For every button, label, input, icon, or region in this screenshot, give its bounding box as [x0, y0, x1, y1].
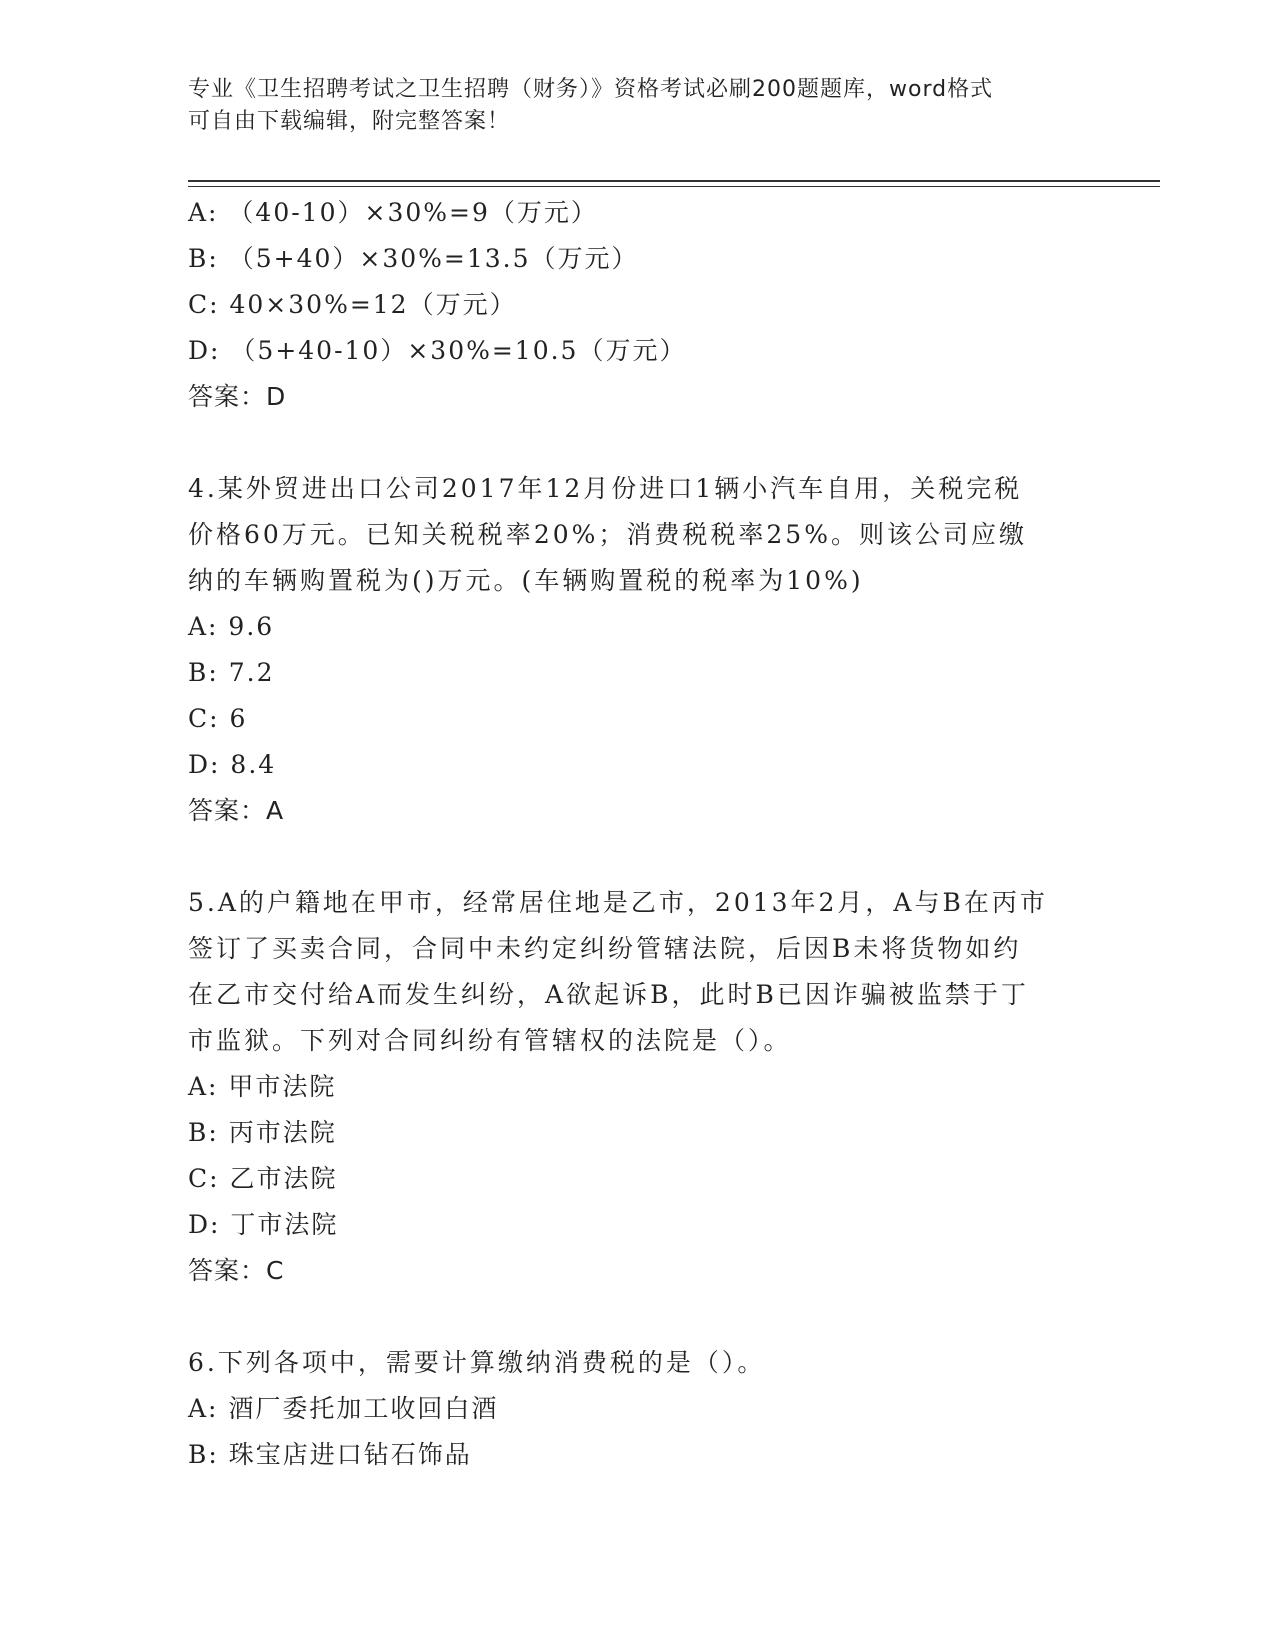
question-6 — [188, 1340, 1088, 1478]
spacer — [188, 420, 1088, 466]
question-3 — [188, 190, 1088, 420]
option-a: A: 酒厂委托加工收回白酒 — [188, 1394, 499, 1423]
document-header — [188, 74, 1088, 138]
question-content — [188, 190, 1088, 1478]
option-d: D: 8.4 — [188, 750, 277, 779]
question-stem-line: 6.下列各项中，需要计算缴纳消费税的是（）。 — [188, 1348, 766, 1377]
spacer — [188, 1294, 1088, 1340]
option-b: B: 丙市法院 — [188, 1118, 337, 1147]
question-4 — [188, 466, 1088, 834]
option-d: D: （5+40-10）×30%=10.5（万元） — [188, 336, 687, 365]
answer-label: 答案：D — [188, 382, 287, 411]
option-a: A: 甲市法院 — [188, 1072, 337, 1101]
answer-label: 答案：A — [188, 796, 285, 825]
question-stem-line: 4.某外贸进出口公司2017年12月份进口1辆小汽车自用，关税完税 — [188, 474, 1023, 503]
header-title-line-1: 专业《卫生招聘考试之卫生招聘（财务）》资格考试必刷200题题库，word格式 — [188, 77, 994, 102]
question-5 — [188, 880, 1088, 1294]
question-stem-line: 价格60万元。已知关税税率20%；消费税税率25%。则该公司应缴 — [188, 520, 1027, 549]
header-title-line-2: 可自由下载编辑，附完整答案！ — [188, 109, 511, 134]
answer-label: 答案：C — [188, 1256, 285, 1285]
option-a: A: 9.6 — [188, 612, 275, 641]
header-divider-thick — [188, 180, 1160, 182]
option-c: C: 40×30%=12（万元） — [188, 290, 517, 319]
question-stem-line: 5.A的户籍地在甲市，经常居住地是乙市，2013年2月，A与B在丙市 — [188, 888, 1048, 917]
question-stem-line: 市监狱。下列对合同纠纷有管辖权的法院是（）。 — [188, 1026, 792, 1055]
spacer — [188, 834, 1088, 880]
header-divider-thin — [188, 186, 1160, 187]
question-stem-line: 在乙市交付给A而发生纠纷，A欲起诉B，此时B已因诈骗被监禁于丁 — [188, 980, 1029, 1009]
option-b: B: 7.2 — [188, 658, 275, 687]
question-stem-line: 纳的车辆购置税为()万元。(车辆购置税的税率为10%) — [188, 566, 864, 595]
option-b: B: 珠宝店进口钻石饰品 — [188, 1440, 472, 1469]
option-b: B: （5+40）×30%=13.5（万元） — [188, 244, 639, 273]
option-c: C: 6 — [188, 704, 248, 733]
option-c: C: 乙市法院 — [188, 1164, 338, 1193]
question-stem-line: 签订了买卖合同，合同中未约定纠纷管辖法院，后因B未将货物如约 — [188, 934, 1022, 963]
option-d: D: 丁市法院 — [188, 1210, 339, 1239]
option-a: A: （40-10）×30%=9（万元） — [188, 198, 598, 227]
